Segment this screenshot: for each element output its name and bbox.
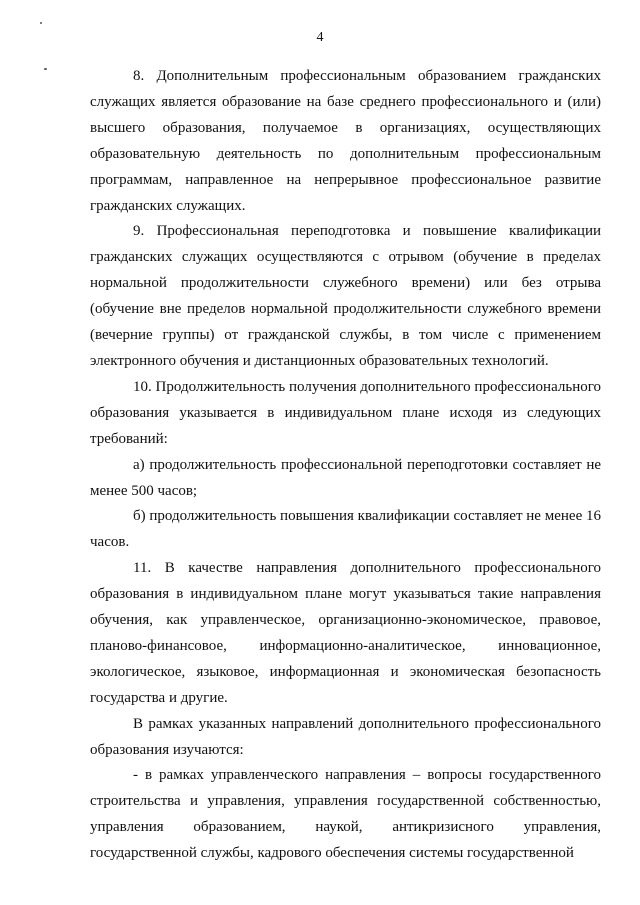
scan-speck	[40, 22, 42, 24]
paragraph-11: 11. В качестве направления дополнительного профессионального образования в индивидуальном плане могут указываться такие направления обучения, как управленческое, организационно-экономическое, правовое, планово-финансовое, информационно-аналитическое, инновационное, экологическое, языковое, информационная и экономическая безопасность государства и другие.	[90, 560, 601, 706]
page-number: 4	[316, 30, 324, 45]
paragraph-management-direction: - в рамках управленческого направления – вопросы государственного строительства и управления, управления государственной собственностью, управления образованием, наукой, антикризисного управления, государственной службы, кадрового обеспечения системы государственной	[90, 767, 601, 862]
paragraph-directions-intro: В рамках указанных направлений дополнительного профессионального образования изучаются:	[90, 715, 601, 758]
document-body	[90, 64, 601, 867]
paragraph-9: 9. Профессиональная переподготовка и повышение квалификации гражданских служащих осуществляются с отрывом (обучение в пределах нормальной продолжительности служебного времени) или без отрыва (обучение вне пределов нормальной продолжительности служебного времени (вечерние группы) от гражданской службы, в том числе с применением электронного обучения и дистанционных образовательных технологий.	[90, 223, 601, 369]
paragraph-8: 8. Дополнительным профессиональным образованием гражданских служащих является образование на базе среднего профессионального и (или) высшего образования, получаемое в организациях, осуществляющих образовательную деятельность по дополнительным профессиональным программам, направленное на непрерывное профессиональное развитие гражданских служащих.	[90, 68, 601, 214]
paragraph-10: 10. Продолжительность получения дополнительного профессионального образования указывается в индивидуальном плане исходя из следующих требований:	[90, 378, 601, 447]
scan-speck	[44, 68, 47, 70]
paragraph-10-a: а) продолжительность профессиональной переподготовки составляет не менее 500 часов;	[90, 456, 601, 499]
paragraph-10-b: б) продолжительность повышения квалификации составляет не менее 16 часов.	[90, 508, 601, 551]
